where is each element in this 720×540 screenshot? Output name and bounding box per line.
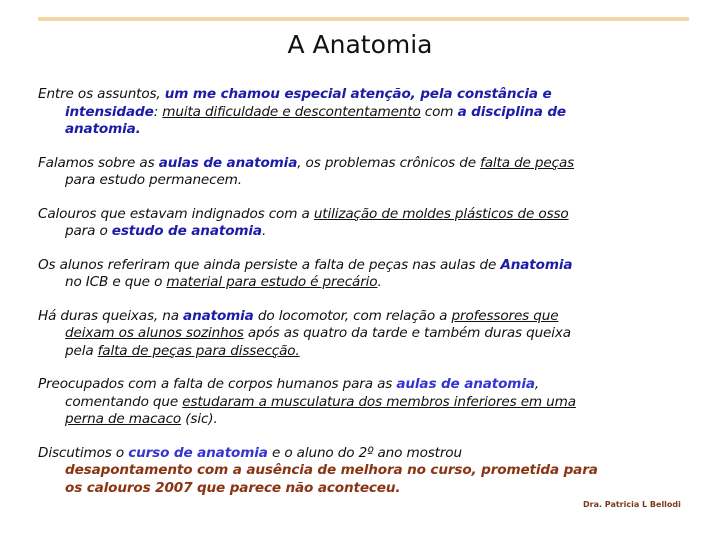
slide-body [38, 86, 708, 513]
underlined-text: professores que [451, 307, 559, 324]
text-line [38, 376, 708, 394]
text-run: após as quatro da tarde e também duras queixa [243, 325, 571, 341]
paragraph [38, 257, 708, 292]
text-run: Há duras queixas, na [38, 307, 184, 324]
text-run: no ICB e que o [65, 274, 167, 290]
text-line [38, 257, 708, 275]
text-line [38, 445, 708, 463]
underlined-text: falta de peças para dissecção. [97, 342, 300, 359]
underlined-text: falta de peças [480, 154, 575, 171]
text-run: pela [65, 342, 98, 359]
highlighted-text: Anatomia [500, 256, 573, 273]
underlined-text: perna de macaco [65, 411, 182, 427]
highlighted-text: aulas de anatomia [158, 154, 298, 171]
text-run: . [377, 274, 382, 290]
underlined-text: estudaram a musculatura dos membros inferiores em uma [182, 393, 576, 410]
paragraph [38, 376, 708, 429]
text-line [38, 480, 708, 498]
highlighted-text: intensidade [65, 103, 154, 120]
highlighted-text: curso de anatomia [128, 444, 268, 461]
paragraph [38, 155, 708, 190]
text-line [38, 274, 708, 292]
text-run: para estudo permanecem. [65, 172, 242, 188]
text-line [38, 155, 708, 173]
paragraph [38, 308, 708, 361]
text-line [38, 206, 708, 224]
paragraph [38, 445, 708, 498]
text-run: com [420, 103, 458, 120]
highlighted-text: aulas de anatomia [396, 376, 535, 392]
text-run: Entre os assuntos, [38, 86, 165, 102]
highlighted-text: os calouros 2007 que parece não aconteceu. [65, 479, 401, 496]
highlighted-text: desapontamento com a ausência de melhora no curso, prometida para [65, 462, 598, 478]
text-run: para o [65, 223, 112, 239]
text-run: do locomotor, com relação a [253, 307, 452, 324]
paragraph [38, 86, 708, 139]
highlighted-text: anatomia [183, 307, 254, 324]
text-run: Falamos sobre as [38, 154, 159, 171]
underlined-text: material para estudo é precário [166, 274, 378, 290]
text-line [38, 86, 708, 104]
text-run: : [153, 103, 163, 120]
text-line [38, 223, 708, 241]
slide-title: A Anatomia [287, 30, 433, 59]
highlighted-text: estudo de anatomia [111, 223, 262, 239]
text-line [38, 172, 708, 190]
underlined-text: utilização de moldes plásticos de osso [313, 205, 569, 222]
top-accent-bar [38, 17, 689, 21]
text-run: Preocupados com a falta de corpos humanos para as [38, 376, 397, 392]
text-run: . [261, 223, 267, 239]
highlighted-text: anatomia. [65, 121, 141, 137]
text-line [38, 411, 708, 429]
text-line [38, 104, 708, 122]
underlined-text: muita dificuldade e descontentamento [162, 103, 421, 120]
text-line [38, 308, 708, 326]
highlighted-text: a disciplina de [457, 103, 567, 120]
highlighted-text: um me chamou especial atenção, pela constância e [164, 86, 552, 102]
text-run: comentando que [65, 393, 183, 410]
text-run: Discutimos o [38, 444, 129, 461]
text-line [38, 462, 708, 480]
text-line [38, 343, 708, 361]
underlined-text: deixam os alunos sozinhos [65, 325, 244, 341]
text-run: (sic). [181, 411, 218, 427]
text-run: , os problemas crônicos de [297, 154, 481, 171]
author-signature: Dra. Patricia L Bellodi [583, 500, 681, 509]
paragraph [38, 206, 708, 241]
text-line [38, 121, 708, 139]
text-line [38, 325, 708, 343]
text-run: e o aluno do 2º ano mostrou [267, 444, 462, 461]
text-run: , [534, 376, 540, 392]
text-run: Calouros que estavam indignados com a [38, 205, 314, 222]
text-run: Os alunos referiram que ainda persiste a falta de peças nas aulas de [38, 256, 501, 273]
text-line [38, 394, 708, 412]
